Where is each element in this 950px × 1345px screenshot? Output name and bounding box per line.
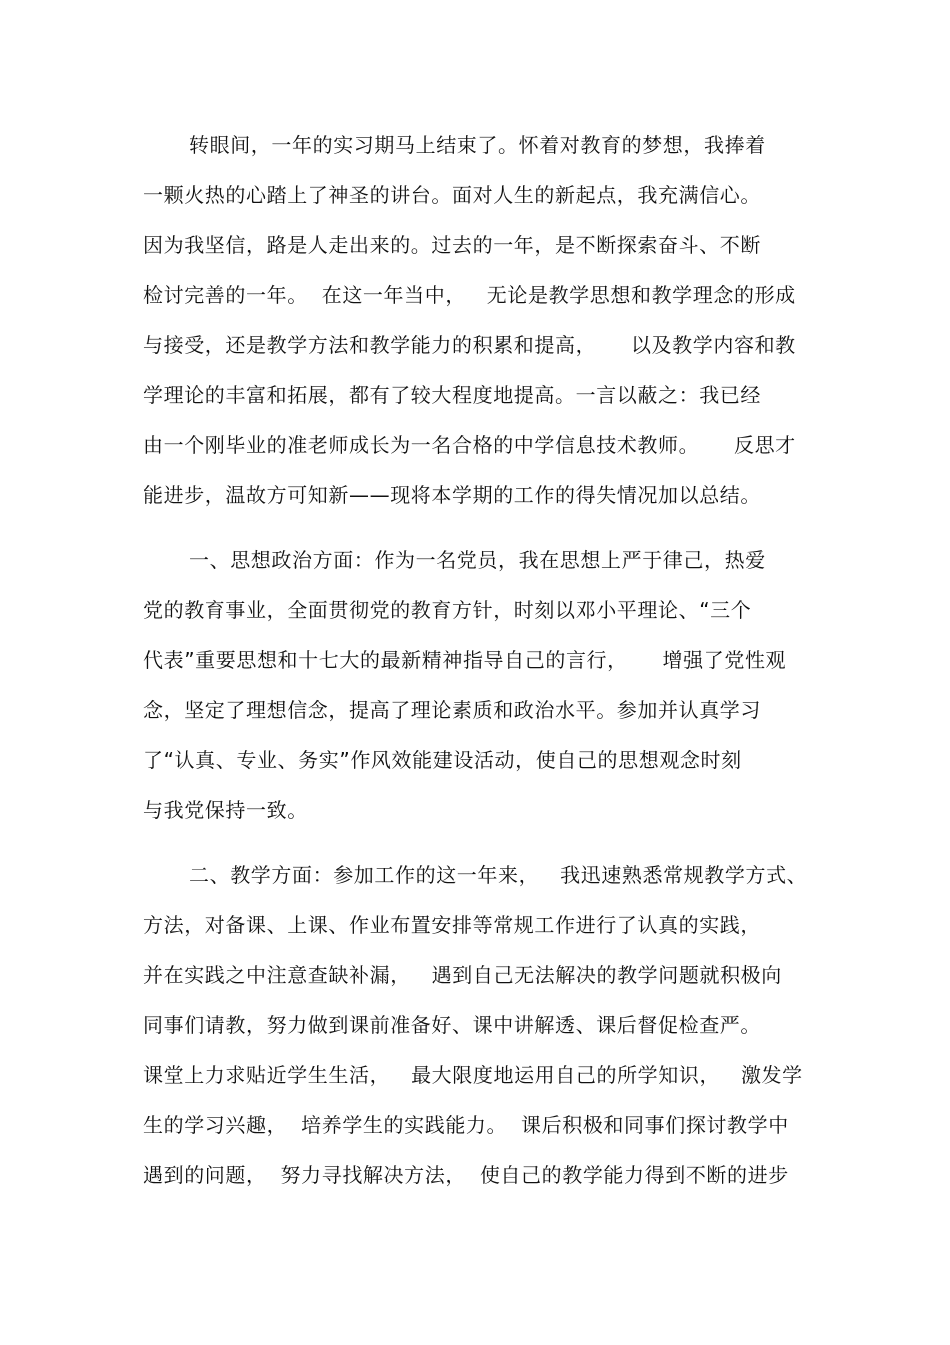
- paragraph-2-line-2: 党的教育事业，全面贯彻党的教育方针，时刻以邓小平理论、“三个: [143, 598, 752, 622]
- paragraph-2-line-6: 与我党保持一致。: [143, 798, 308, 822]
- paragraph-3-line-4: 同事们请教，努力做到课前准备好、课中讲解透、课后督促检查严。: [143, 1013, 761, 1037]
- paragraph-2-line-4: 念，坚定了理想信念，提高了理论素质和政治水平。参加并认真学习: [143, 698, 761, 722]
- paragraph-1-line-3: 因为我坚信，路是人走出来的。过去的一年，是不断探索奋斗、不断: [143, 233, 761, 257]
- paragraph-2-line-5: 了“认真、专业、务实”作风效能建设活动，使自己的思想观念时刻: [143, 748, 742, 772]
- paragraph-1-line-5: 与接受，还是教学方法和教学能力的积累和提高， 以及教学内容和教: [143, 333, 796, 357]
- paragraph-1-line-1: 转眼间，一年的实习期马上结束了。怀着对教育的梦想，我捧着: [189, 133, 766, 157]
- paragraph-3-line-2: 方法，对备课、上课、作业布置安排等常规工作进行了认真的实践，: [143, 913, 761, 937]
- paragraph-1-line-2: 一颗火热的心踏上了神圣的讲台。面对人生的新起点，我充满信心。: [143, 183, 761, 207]
- paragraph-3-line-1: 二、教学方面：参加工作的这一年来， 我迅速熟悉常规教学方式、: [189, 863, 808, 887]
- paragraph-3-line-6: 生的学习兴趣， 培养学生的实践能力。 课后积极和同事们探讨教学中: [143, 1113, 789, 1137]
- paragraph-1-line-7: 由一个刚毕业的准老师成长为一名合格的中学信息技术教师。 反思才: [143, 433, 796, 457]
- paragraph-1-line-4: 检讨完善的一年。 在这一年当中， 无论是教学思想和教学理念的形成: [143, 283, 796, 307]
- paragraph-3-line-7: 遇到的问题， 努力寻找解决方法， 使自己的教学能力得到不断的进步: [143, 1163, 789, 1187]
- paragraph-2-line-3: 代表”重要思想和十七大的最新精神指导自己的言行， 增强了党性观: [143, 648, 787, 672]
- paragraph-3-line-5: 课堂上力求贴近学生生活， 最大限度地运用自己的所学知识， 激发学: [143, 1063, 803, 1087]
- paragraph-2-line-1: 一、思想政治方面：作为一名党员，我在思想上严于律己，热爱: [189, 548, 766, 572]
- paragraph-3-line-3: 并在实践之中注意查缺补漏， 遇到自己无法解决的教学问题就积极向: [143, 963, 782, 987]
- paragraph-1-line-8: 能进步，温故方可知新——现将本学期的工作的得失情况加以总结。: [143, 483, 761, 507]
- paragraph-1-line-6: 学理论的丰富和拓展，都有了较大程度地提高。一言以蔽之：我已经: [143, 383, 761, 407]
